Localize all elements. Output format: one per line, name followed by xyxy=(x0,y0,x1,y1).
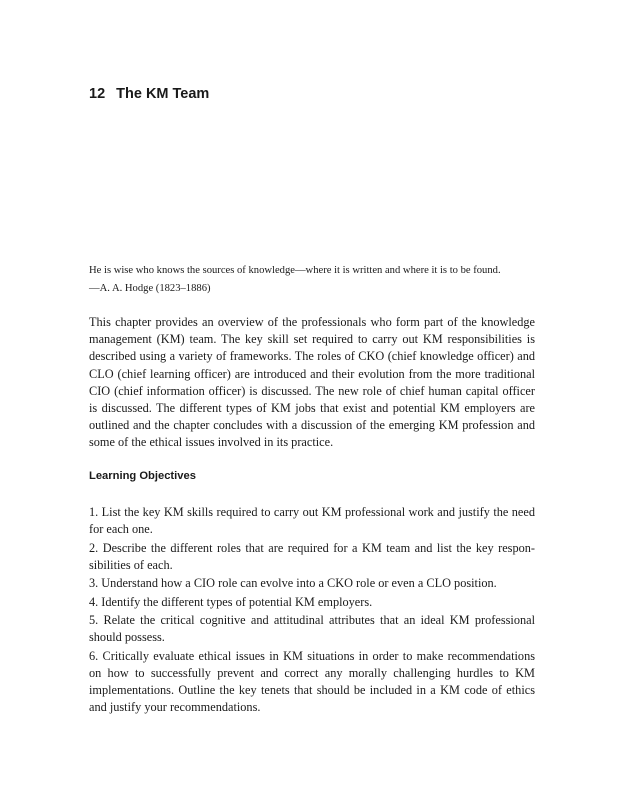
chapter-title: The KM Team xyxy=(116,86,210,102)
learning-objective-item: 4. Identify the different types of potential KM employers. xyxy=(89,594,373,609)
chapter-number: 12 xyxy=(89,86,106,102)
learning-objectives-heading: Learning Objectives xyxy=(89,470,196,482)
epigraph xyxy=(89,262,535,298)
epigraph-attribution: —A. A. Hodge (1823–1886) xyxy=(89,283,211,294)
chapter-intro-paragraph: This chapter provides an overview of the professionals who form part of the knowledge management (KM) team. The key skill set required to carry out KM responsibilities is described using a variety of frameworks. The roles of CKO (chief knowledge officer) and CLO (chief learning officer) are introduced and their evolution from the more traditional CIO (chief information officer) is discussed. The new role of chief human capital officer is discussed. The different types of KM jobs that exist and potential KM employers are outlined and the chapter concludes with a discussion of the emerging KM profession and some of the ethical issues involved in its practice. xyxy=(89,315,535,450)
learning-objective-item: 5. Relate the critical cognitive and attitudinal attributes that an ideal KM professional should possess. xyxy=(89,612,535,645)
learning-objectives-list xyxy=(89,504,535,718)
learning-objective-item: 6. Critically evaluate ethical issues in KM situations in order to make recommendations on how to successfully prevent and correct any morally challenging hurdles to KM implementations. Outline the key tenets that should be included in a KM code of ethics and justify your recommendations. xyxy=(89,648,535,715)
learning-objective-item: 3. Understand how a CIO role can evolve into a CKO role or even a CLO position. xyxy=(89,576,497,591)
learning-objective-item: 1. List the key KM skills required to carry out KM professional work and justify the need for each one. xyxy=(89,505,535,537)
learning-objective-item: 2. Describe the different roles that are required for a KM team and list the key responsibilities of each. xyxy=(89,540,535,572)
epigraph-quote: He is wise who knows the sources of knowledge—where it is written and where it is to be found. xyxy=(89,265,501,276)
chapter-heading xyxy=(89,86,209,102)
